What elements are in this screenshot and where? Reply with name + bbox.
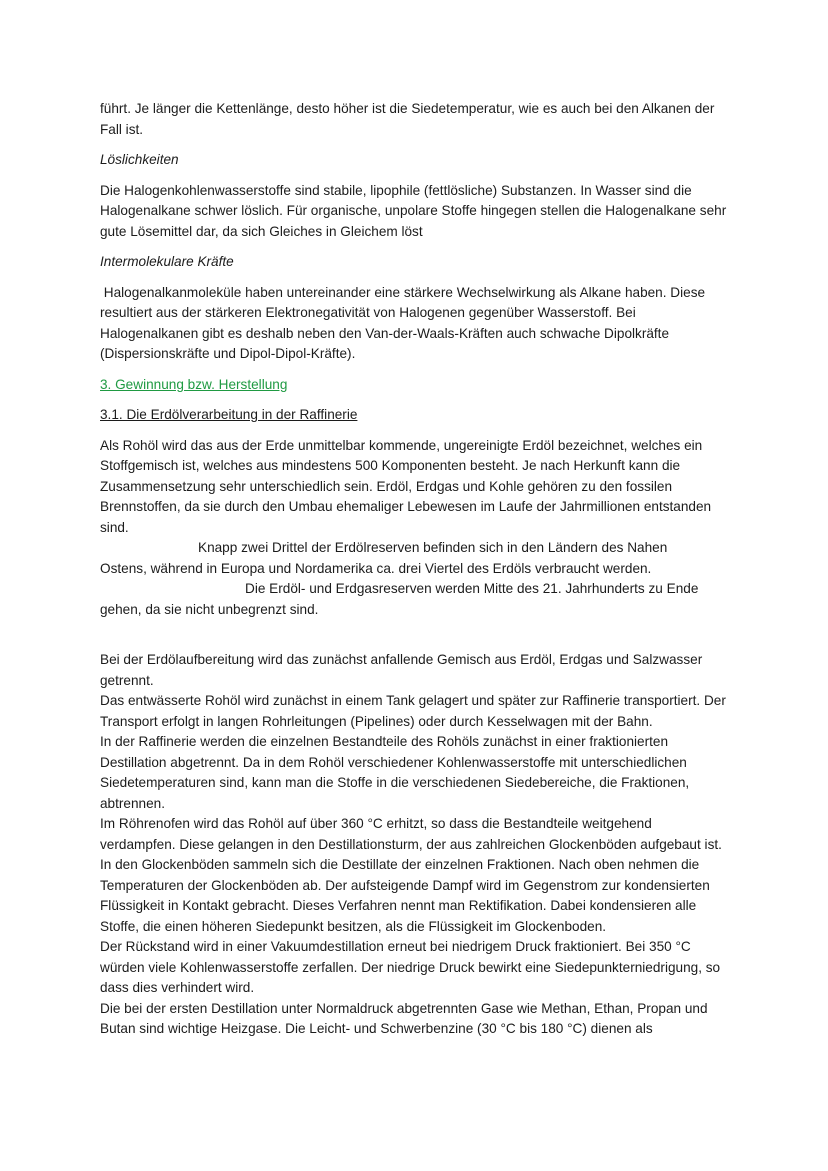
subsection-heading-raffinerie: 3.1. Die Erdölverarbeitung in der Raffinerie — [100, 407, 358, 422]
paragraph-intermolekulare-kraefte-text: Halogenalkanmoleküle haben untereinander eine stärkere Wechselwirkung als Alkane haben. Diese resultiert aus der stärkeren Elektronegativität von Halogenen gegenüber Wasserstoff. Bei Halogenalkanen gibt es deshalb neben den Van-der-Waals-Kräften auch schwache Dipolkräfte (Dispersionskräfte und Dipol-Dipol-Kräfte). — [100, 284, 706, 361]
body-paragraph: Das entwässerte Rohöl wird zunächst in einem Tank gelagert und später zur Raffinerie transportiert. Der Transport erfolgt in langen Rohrleitungen (Pipelines) oder durch Kesselwagen mit der Bahn. — [100, 693, 726, 729]
vertical-gap — [100, 620, 728, 650]
body-paragraph: In der Raffinerie werden die einzelnen Bestandteile des Rohöls zunächst in einer fraktionierten Destillation abgetrennt. Da in dem Rohöl verschiedener Kohlenwasserstoffe mit unterschiedlichen Siedetemperaturen sind, kann man die Stoffe in die verschiedenen Siedebereiche, die Fraktionen, abtrennen. — [100, 734, 690, 811]
section-heading-gewinnung[interactable]: 3. Gewinnung bzw. Herstellung — [100, 376, 288, 392]
body-paragraph: Bei der Erdölaufbereitung wird das zunächst anfallende Gemisch aus Erdöl, Erdgas und Salzwasser getrennt. — [100, 652, 703, 688]
paragraph-reserven-line2: Ostens, während in Europa und Nordamerika ca. drei Viertel des Erdöls verbraucht werden. — [100, 560, 652, 576]
intro-paragraph: führt. Je länger die Kettenlänge, desto höher ist die Siedetemperatur, wie es auch bei den Alkanen der Fall ist. — [100, 101, 715, 137]
paragraph-loeslichkeiten: Die Halogenkohlenwasserstoffe sind stabile, lipophile (fettlösliche) Substanzen. In Wasser sind die Halogenalkane schwer löslich. Für organische, unpolare Stoffe hingegen stellen die Halogenalkane sehr gute Lösemittel dar, da sich Gleiches in Gleichem löst — [100, 182, 727, 239]
paragraph-rohoel: Als Rohöl wird das aus der Erde unmittelbar kommende, ungereinigte Erdöl bezeichnet, welches ein Stoffgemisch ist, welches aus mindestens 500 Komponenten besteht. Je nach Herkunft kann die Zusammensetzung sehr unterschiedlich sein. Erdöl, Erdgas und Kohle gehören zu den fossilen Brennstoffen, da sie durch den Umbau ehemaliger Lebewesen im Laufe der Jahrmillionen entstanden sind. — [100, 437, 712, 535]
body-paragraph: Im Röhrenofen wird das Rohöl auf über 360 °C erhitzt, so dass die Bestandteile weitgehend verdampfen. Diese gelangen in den Destillationsturm, der aus zahlreichen Glockenböden aufgebaut ist. In den Glockenböden sammeln sich die Destillate der einzelnen Fraktionen. Nach oben nehmen die Temperaturen der Glockenböden ab. Der aufsteigende Dampf wird im Gegenstrom zur kondensierten Flüssigkeit in Kontakt gebracht. Dieses Verfahren nennt man Rektifikation. Dabei kondensieren alle Stoffe, die einen höheren Siedepunkt besitzen, als die Flüssigkeit im Glockenboden. — [100, 816, 722, 934]
body-paragraph: Der Rückstand wird in einer Vakuumdestillation erneut bei niedrigem Druck fraktioniert. Bei 350 °C würden viele Kohlenwasserstoffe zerfallen. Der niedrige Druck bewirkt eine Siedepunkterniedrigung, so dass dies verhindert wird. — [100, 939, 721, 995]
paragraph-intermolekulare-kraefte — [100, 283, 728, 365]
body-paragraph: Die bei der ersten Destillation unter Normaldruck abgetrennten Gase wie Methan, Ethan, Propan und Butan sind wichtige Heizgase. Die Leicht- und Schwerbenzine (30 °C bis 180 °C) dienen als — [100, 1000, 708, 1036]
heading-loeslichkeiten: Löslichkeiten — [100, 152, 179, 167]
heading-intermolekulare-kraefte: Intermolekulare Kräfte — [100, 254, 234, 269]
paragraph-ende-line1: Die Erdöl- und Erdgasreserven werden Mitte des 21. Jahrhunderts zu Ende — [245, 581, 699, 596]
paragraph-reserven-line1: Knapp zwei Drittel der Erdölreserven befinden sich in den Ländern des Nahen — [198, 540, 668, 555]
paragraph-ende-line2: gehen, da sie nicht unbegrenzt sind. — [100, 601, 319, 617]
